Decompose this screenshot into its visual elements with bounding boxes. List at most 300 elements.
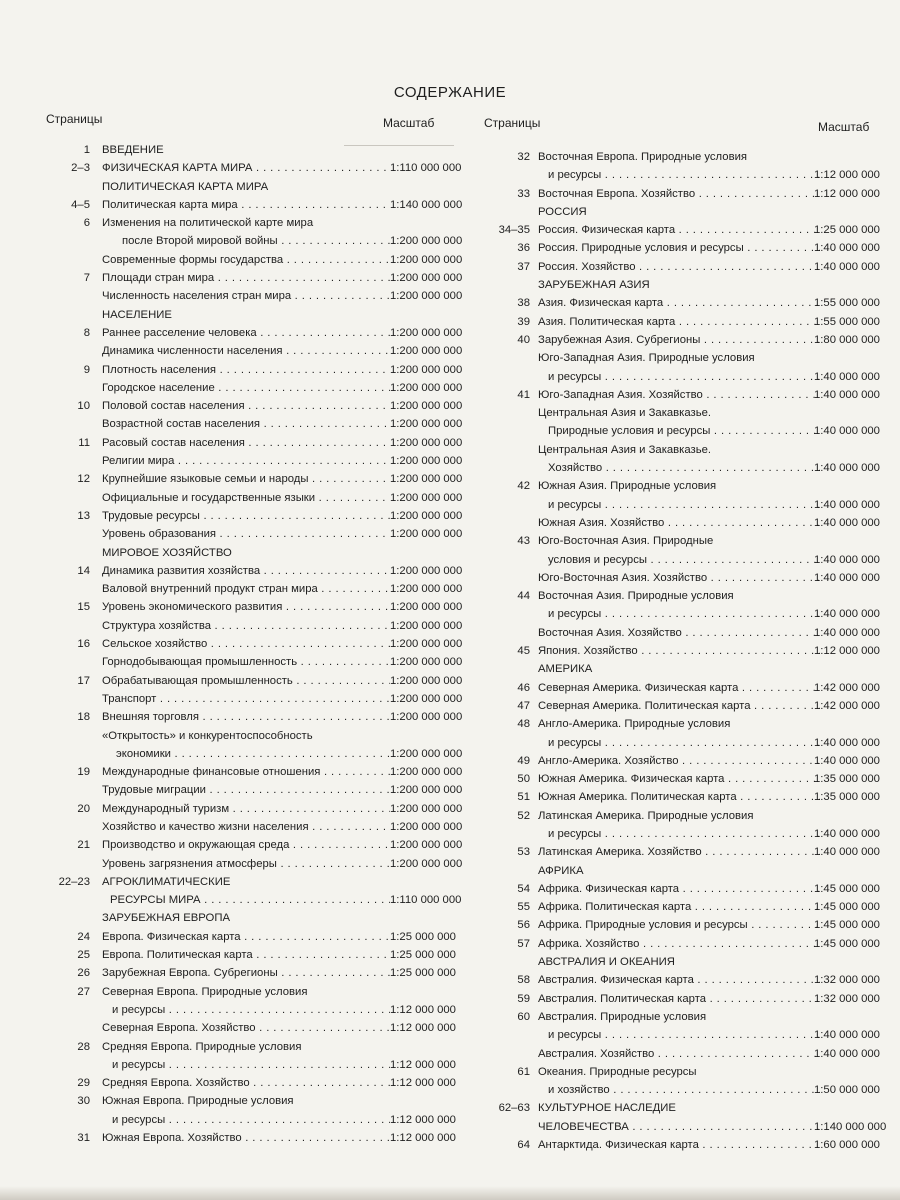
toc-entry <box>490 239 900 257</box>
toc-entry-title: и ресурсы . . . <box>538 734 820 752</box>
toc-map-scale: 1:40 000 000 <box>814 425 880 438</box>
toc-page-number: 64 <box>517 1139 530 1152</box>
toc-entry <box>50 635 470 653</box>
toc-entry-title: Средняя Европа. Хозяйство . . . <box>102 1074 390 1092</box>
toc-entry <box>490 203 900 221</box>
toc-map-scale: 1:45 000 000 <box>814 937 880 950</box>
toc-page-number: 18 <box>77 711 90 724</box>
toc-map-scale: 1:200 000 000 <box>390 692 463 705</box>
toc-map-scale: 1:200 000 000 <box>390 601 463 614</box>
toc-map-scale: 1:200 000 000 <box>390 363 463 376</box>
toc-entry-title: Северная Европа. Природные условия <box>102 985 308 998</box>
toc-map-scale: 1:200 000 000 <box>390 711 463 724</box>
toc-entry-title: Северная Европа. Хозяйство . . . <box>102 1019 390 1037</box>
toc-entry <box>50 507 470 525</box>
toc-entry <box>490 404 900 422</box>
toc-entry <box>50 489 470 507</box>
toc-entry <box>490 587 900 605</box>
toc-page-number: 48 <box>517 718 530 731</box>
toc-page-number: 13 <box>77 509 90 522</box>
toc-entry-title: Транспорт . . . <box>102 690 390 708</box>
toc-map-scale: 1:200 000 000 <box>390 674 463 687</box>
toc-entry-title: Политическая карта мира . . . <box>102 196 390 214</box>
toc-map-scale: 1:200 000 000 <box>390 619 463 632</box>
toc-entry-title: Сельское хозяйство . . . <box>102 635 390 653</box>
toc-entry-title: Хозяйство и качество жизни населения . . . <box>102 818 390 836</box>
toc-page-number: 55 <box>517 901 530 914</box>
toc-page-number: 6 <box>83 217 90 230</box>
toc-entry <box>490 679 900 697</box>
toc-entry-title: Океания. Природные ресурсы <box>538 1065 697 1078</box>
toc-map-scale: 1:200 000 000 <box>390 784 463 797</box>
toc-entry <box>490 496 900 514</box>
toc-page-number: 19 <box>77 766 90 779</box>
toc-entry <box>50 178 470 196</box>
toc-page-number: 29 <box>77 1077 90 1090</box>
toc-entry <box>490 880 900 898</box>
toc-left-column <box>50 141 470 1147</box>
toc-entry-title: Плотность населения . . . <box>102 361 390 379</box>
toc-entry <box>490 990 900 1008</box>
toc-map-scale: 1:35 000 000 <box>814 773 880 786</box>
toc-entry-title: РОССИЯ <box>538 205 587 218</box>
toc-entry-title: Африка. Политическая карта . . . <box>538 898 820 916</box>
toc-map-scale: 1:40 000 000 <box>814 498 880 511</box>
toc-entry-title: Россия. Хозяйство . . . <box>538 258 820 276</box>
toc-map-scale: 1:50 000 000 <box>814 1084 880 1097</box>
toc-entry <box>50 836 470 854</box>
toc-entry-title: Англо-Америка. Природные условия <box>538 718 731 731</box>
toc-entry-title: после Второй мировой войны . . . <box>102 232 390 250</box>
toc-page-number: 14 <box>77 564 90 577</box>
toc-page-number: 17 <box>77 674 90 687</box>
toc-entry <box>50 379 470 397</box>
toc-entry-title: условия и ресурсы . . . <box>538 551 820 569</box>
toc-map-scale: 1:40 000 000 <box>814 827 880 840</box>
toc-entry-title: ЧЕЛОВЕЧЕСТВА . . . <box>538 1118 820 1136</box>
toc-page-number: 58 <box>517 974 530 987</box>
toc-entry <box>50 745 470 763</box>
toc-entry-title: и хозяйство . . . <box>538 1081 820 1099</box>
toc-entry-title: Юго-Восточная Азия. Природные <box>538 535 714 548</box>
toc-entry-title: и ресурсы . . . <box>102 1056 390 1074</box>
toc-entry <box>50 269 470 287</box>
toc-entry <box>490 1081 900 1099</box>
toc-entry <box>490 807 900 825</box>
scale-header-left: Масштаб <box>383 116 435 130</box>
pages-header-left: Страницы <box>46 112 103 126</box>
toc-entry <box>490 935 900 953</box>
toc-entry <box>490 898 900 916</box>
toc-map-scale: 1:45 000 000 <box>814 901 880 914</box>
toc-map-scale: 1:200 000 000 <box>390 766 463 779</box>
toc-entry <box>50 361 470 379</box>
toc-map-scale: 1:32 000 000 <box>814 974 880 987</box>
toc-map-scale: 1:12 000 000 <box>390 1113 456 1126</box>
toc-page-number: 43 <box>517 535 530 548</box>
toc-entry-title: Возрастной состав населения . . . <box>102 415 390 433</box>
toc-entry <box>490 916 900 934</box>
toc-entry <box>50 196 470 214</box>
toc-entry <box>50 544 470 562</box>
toc-entry <box>50 727 470 745</box>
toc-page-number: 15 <box>77 601 90 614</box>
toc-page-number: 32 <box>517 151 530 163</box>
toc-page-number: 61 <box>517 1065 530 1078</box>
toc-entry-title: Трудовые ресурсы . . . <box>102 507 390 525</box>
toc-entry <box>50 891 470 909</box>
toc-map-scale: 1:45 000 000 <box>814 919 880 932</box>
toc-entry <box>490 441 900 459</box>
toc-entry-title: Расовый состав населения . . . <box>102 434 390 452</box>
toc-entry <box>50 562 470 580</box>
toc-page-number: 44 <box>517 590 530 603</box>
toc-entry-title: Европа. Политическая карта . . . <box>102 946 390 964</box>
toc-entry-title: Антарктида. Физическая карта . . . <box>538 1136 820 1154</box>
toc-page-number: 4–5 <box>71 198 90 211</box>
toc-entry <box>50 1019 470 1037</box>
toc-entry-title: Австралия. Природные условия <box>538 1010 707 1023</box>
toc-entry <box>50 1111 470 1129</box>
toc-entry-title: Площади стран мира . . . <box>102 269 390 287</box>
toc-page-number: 42 <box>517 480 530 493</box>
toc-entry-title: Половой состав населения . . . <box>102 397 390 415</box>
toc-entry-title: НАСЕЛЕНИЕ <box>102 308 172 321</box>
toc-map-scale: 1:200 000 000 <box>390 326 463 339</box>
toc-entry-title: Численность населения стран мира . . . <box>102 287 390 305</box>
toc-entry <box>50 434 470 452</box>
toc-page-number: 49 <box>517 754 530 767</box>
toc-page-number: 46 <box>517 681 530 694</box>
toc-entry-title: Восточная Азия. Хозяйство . . . <box>538 624 820 642</box>
toc-map-scale: 1:25 000 000 <box>390 949 456 962</box>
toc-entry-title: Центральная Азия и Закавказье. <box>538 407 712 420</box>
scale-header-right: Масштаб <box>818 120 870 134</box>
toc-map-scale: 1:80 000 000 <box>814 333 880 346</box>
toc-page-number: 39 <box>517 315 530 328</box>
toc-map-scale: 1:140 000 000 <box>390 198 463 211</box>
toc-page-number: 25 <box>77 949 90 962</box>
toc-entry-title: Международные финансовые отношения . . . <box>102 763 390 781</box>
toc-entry-title: и ресурсы . . . <box>538 166 820 184</box>
toc-entry-title: Южная Европа. Природные условия <box>102 1095 294 1108</box>
toc-entry-title: Уровень образования . . . <box>102 525 390 543</box>
toc-entry-title: МИРОВОЕ ХОЗЯЙСТВО <box>102 546 232 559</box>
toc-entry-title: и ресурсы . . . <box>538 605 820 623</box>
toc-entry <box>490 258 900 276</box>
toc-entry <box>50 800 470 818</box>
toc-entry-title: Азия. Политическая карта . . . <box>538 313 820 331</box>
toc-map-scale: 1:40 000 000 <box>814 754 880 767</box>
toc-map-scale: 1:200 000 000 <box>390 491 463 504</box>
toc-entry <box>50 983 470 1001</box>
toc-map-scale: 1:200 000 000 <box>390 290 463 303</box>
toc-map-scale: 1:55 000 000 <box>814 315 880 328</box>
toc-entry-title: Природные условия и ресурсы . . . <box>538 422 820 440</box>
toc-entry <box>50 1074 470 1092</box>
scan-edge <box>0 1186 900 1200</box>
toc-entry-title: Южная Азия. Хозяйство . . . <box>538 514 820 532</box>
toc-entry <box>50 1092 470 1110</box>
toc-entry <box>50 415 470 433</box>
toc-entry <box>490 624 900 642</box>
toc-map-scale: 1:40 000 000 <box>814 1029 880 1042</box>
toc-entry-title: Валовой внутренний продукт стран мира . . . <box>102 580 390 598</box>
toc-entry-title: Юго-Восточная Азия. Хозяйство . . . <box>538 569 820 587</box>
toc-entry-title: Южная Азия. Природные условия <box>538 480 717 493</box>
toc-entry <box>50 672 470 690</box>
toc-entry-title: Хозяйство . . . <box>538 459 820 477</box>
page-title: СОДЕРЖАНИЕ <box>393 84 507 101</box>
toc-page-number: 62–63 <box>498 1102 530 1115</box>
toc-page-number: 1 <box>83 144 90 156</box>
toc-page-number: 50 <box>517 773 530 786</box>
toc-entry-title: Современные формы государства . . . <box>102 251 390 269</box>
toc-entry-title: Раннее расселение человека . . . <box>102 324 390 342</box>
pages-header-right: Страницы <box>484 116 541 130</box>
toc-entry-title: Австралия. Политическая карта . . . <box>538 990 820 1008</box>
toc-entry <box>490 148 900 166</box>
toc-entry <box>490 1045 900 1063</box>
toc-entry-title: Официальные и государственные языки . . . <box>102 489 390 507</box>
toc-entry <box>490 514 900 532</box>
toc-entry-title: Изменения на политической карте мира <box>102 217 314 230</box>
toc-page-number: 16 <box>77 638 90 651</box>
toc-page-number: 45 <box>517 645 530 658</box>
toc-entry-title: ЗАРУБЕЖНАЯ ЕВРОПА <box>102 912 230 925</box>
toc-entry <box>490 294 900 312</box>
toc-page-number: 59 <box>517 992 530 1005</box>
toc-page-number: 21 <box>77 839 90 852</box>
toc-entry-title: Уровень загрязнения атмосферы . . . <box>102 855 390 873</box>
toc-map-scale: 1:55 000 000 <box>814 297 880 310</box>
toc-page-number: 26 <box>77 967 90 980</box>
toc-map-scale: 1:25 000 000 <box>390 930 456 943</box>
toc-entry-title: Африка. Природные условия и ресурсы . . . <box>538 916 820 934</box>
toc-map-scale: 1:110 000 000 <box>390 162 462 175</box>
toc-entry-title: Южная Европа. Хозяйство . . . <box>102 1129 390 1147</box>
toc-entry-title: Африка. Физическая карта . . . <box>538 880 820 898</box>
toc-map-scale: 1:200 000 000 <box>390 455 463 468</box>
toc-map-scale: 1:12 000 000 <box>814 645 880 658</box>
toc-map-scale: 1:110 000 000 <box>390 894 462 907</box>
toc-map-scale: 1:12 000 000 <box>390 1022 456 1035</box>
toc-entry <box>490 459 900 477</box>
toc-page-number: 24 <box>77 930 90 943</box>
toc-page-number: 2–3 <box>71 162 90 175</box>
toc-entry-title: Юго-Западная Азия. Природные условия <box>538 352 755 365</box>
toc-entry <box>50 708 470 726</box>
toc-page-number: 33 <box>517 187 530 200</box>
toc-entry-title: Уровень экономического развития . . . <box>102 598 390 616</box>
toc-map-scale: 1:40 000 000 <box>814 516 880 529</box>
toc-map-scale: 1:200 000 000 <box>390 802 463 815</box>
toc-entry <box>50 1056 470 1074</box>
toc-page-number: 20 <box>77 802 90 815</box>
toc-entry-title: Динамика численности населения . . . <box>102 342 390 360</box>
toc-page-number: 11 <box>78 436 90 449</box>
toc-entry <box>50 873 470 891</box>
toc-entry-title: экономики . . . <box>102 745 390 763</box>
toc-page-number: 52 <box>517 809 530 822</box>
toc-entry-title: Восточная Азия. Природные условия <box>538 590 734 603</box>
toc-entry <box>50 251 470 269</box>
toc-entry <box>490 1136 900 1154</box>
toc-entry <box>490 185 900 203</box>
toc-map-scale: 1:200 000 000 <box>390 839 463 852</box>
toc-map-scale: 1:200 000 000 <box>390 857 463 870</box>
toc-entry <box>50 946 470 964</box>
toc-entry <box>490 862 900 880</box>
toc-entry <box>490 1026 900 1044</box>
toc-entry-title: и ресурсы . . . <box>538 825 820 843</box>
toc-page-number: 7 <box>83 272 90 285</box>
toc-entry-title: КУЛЬТУРНОЕ НАСЛЕДИЕ <box>538 1102 676 1115</box>
toc-map-scale: 1:200 000 000 <box>390 400 463 413</box>
toc-entry-title: Производство и окружающая среда . . . <box>102 836 390 854</box>
toc-entry-title: РЕСУРСЫ МИРА . . . <box>102 891 390 909</box>
toc-page-number: 8 <box>83 326 90 339</box>
toc-map-scale: 1:200 000 000 <box>390 381 463 394</box>
toc-page-number: 60 <box>517 1010 530 1023</box>
toc-page-number: 38 <box>517 297 530 310</box>
toc-entry <box>490 313 900 331</box>
toc-map-scale: 1:200 000 000 <box>390 235 463 248</box>
toc-entry-title: Зарубежная Европа. Субрегионы . . . <box>102 964 390 982</box>
toc-page-number: 22–23 <box>58 875 90 888</box>
toc-entry-title: Международный туризм . . . <box>102 800 390 818</box>
toc-page-number: 28 <box>77 1040 90 1053</box>
toc-entry-title: Горнодобывающая промышленность . . . <box>102 653 390 671</box>
toc-page-number: 27 <box>77 985 90 998</box>
toc-page-number: 12 <box>77 473 90 486</box>
toc-map-scale: 1:140 000 000 <box>814 1120 887 1133</box>
toc-entry <box>50 653 470 671</box>
toc-entry-title: и ресурсы . . . <box>538 368 820 386</box>
toc-entry <box>490 569 900 587</box>
toc-entry-title: и ресурсы . . . <box>102 1111 390 1129</box>
toc-entry <box>490 386 900 404</box>
toc-map-scale: 1:200 000 000 <box>390 656 463 669</box>
toc-map-scale: 1:200 000 000 <box>390 436 463 449</box>
toc-entry <box>50 909 470 927</box>
toc-entry <box>50 452 470 470</box>
toc-entry-title: Трудовые миграции . . . <box>102 781 390 799</box>
toc-entry <box>490 971 900 989</box>
toc-entry <box>490 1063 900 1081</box>
toc-entry-title: Япония. Хозяйство . . . <box>538 642 820 660</box>
toc-map-scale: 1:40 000 000 <box>814 846 880 859</box>
toc-map-scale: 1:12 000 000 <box>390 1077 456 1090</box>
toc-page-number: 53 <box>517 846 530 859</box>
toc-entry <box>490 1118 900 1136</box>
toc-entry <box>490 788 900 806</box>
toc-map-scale: 1:200 000 000 <box>390 564 463 577</box>
toc-entry <box>50 690 470 708</box>
toc-entry <box>490 843 900 861</box>
toc-entry <box>490 1099 900 1117</box>
toc-map-scale: 1:200 000 000 <box>390 418 463 431</box>
toc-page-number: 10 <box>77 400 90 413</box>
toc-map-scale: 1:200 000 000 <box>390 509 463 522</box>
toc-map-scale: 1:35 000 000 <box>814 791 880 804</box>
toc-entry <box>50 470 470 488</box>
toc-entry-title: АФРИКА <box>538 864 584 877</box>
toc-entry-title: Южная Америка. Физическая карта . . . <box>538 770 820 788</box>
toc-entry <box>50 928 470 946</box>
toc-page-number: 9 <box>83 363 90 376</box>
toc-entry <box>490 642 900 660</box>
toc-entry-title: АГРОКЛИМАТИЧЕСКИЕ <box>102 875 231 888</box>
toc-entry <box>50 781 470 799</box>
toc-map-scale: 1:40 000 000 <box>814 571 880 584</box>
toc-entry <box>50 342 470 360</box>
toc-entry-title: Россия. Физическая карта . . . <box>538 221 820 239</box>
toc-entry <box>490 605 900 623</box>
toc-entry <box>50 324 470 342</box>
toc-entry <box>50 1038 470 1056</box>
toc-page-number: 36 <box>517 242 530 255</box>
toc-entry <box>490 953 900 971</box>
toc-entry-title: Россия. Природные условия и ресурсы . . . <box>538 239 820 257</box>
toc-entry-title: Африка. Хозяйство . . . <box>538 935 820 953</box>
toc-map-scale: 1:60 000 000 <box>814 1139 880 1152</box>
toc-map-scale: 1:200 000 000 <box>390 528 463 541</box>
toc-map-scale: 1:40 000 000 <box>814 1047 880 1060</box>
toc-map-scale: 1:25 000 000 <box>390 967 456 980</box>
toc-entry <box>50 525 470 543</box>
toc-entry-title: Центральная Азия и Закавказье. <box>538 443 712 456</box>
toc-map-scale: 1:40 000 000 <box>814 242 880 255</box>
toc-map-scale: 1:25 000 000 <box>814 224 880 237</box>
toc-entry <box>50 214 470 232</box>
toc-entry-title: Англо-Америка. Хозяйство . . . <box>538 752 820 770</box>
toc-entry-title: Азия. Физическая карта . . . <box>538 294 820 312</box>
toc-map-scale: 1:12 000 000 <box>814 169 880 182</box>
toc-entry-title: Латинская Америка. Природные условия <box>538 809 754 822</box>
toc-map-scale: 1:42 000 000 <box>814 681 880 694</box>
toc-entry-title: ВВЕДЕНИЕ <box>102 144 164 156</box>
toc-entry-title: Религии мира . . . <box>102 452 390 470</box>
toc-map-scale: 1:32 000 000 <box>814 992 880 1005</box>
toc-map-scale: 1:12 000 000 <box>814 187 880 200</box>
toc-entry <box>50 1129 470 1147</box>
toc-entry-title: Северная Америка. Физическая карта . . . <box>538 679 820 697</box>
toc-entry <box>50 1001 470 1019</box>
toc-entry-title: Европа. Физическая карта . . . <box>102 928 390 946</box>
toc-entry-title: ПОЛИТИЧЕСКАЯ КАРТА МИРА <box>102 180 269 193</box>
toc-entry-title: Восточная Европа. Природные условия <box>538 151 747 163</box>
toc-entry-title: Юго-Западная Азия. Хозяйство . . . <box>538 386 820 404</box>
toc-entry-title: ЗАРУБЕЖНАЯ АЗИЯ <box>538 279 650 292</box>
toc-page-number: 54 <box>517 882 530 895</box>
toc-map-scale: 1:200 000 000 <box>390 473 463 486</box>
toc-entry <box>490 825 900 843</box>
toc-entry-title: Зарубежная Азия. Субрегионы . . . <box>538 331 820 349</box>
toc-entry <box>490 166 900 184</box>
toc-entry-title: «Открытость» и конкурентоспособность <box>102 729 313 742</box>
toc-map-scale: 1:40 000 000 <box>814 736 880 749</box>
toc-map-scale: 1:12 000 000 <box>390 1003 456 1016</box>
toc-page-number: 57 <box>517 937 530 950</box>
toc-entry <box>490 734 900 752</box>
toc-entry-title: АВСТРАЛИЯ И ОКЕАНИЯ <box>538 956 675 969</box>
toc-entry <box>490 276 900 294</box>
toc-entry-title: Крупнейшие языковые семьи и народы . . . <box>102 470 390 488</box>
toc-entry <box>490 477 900 495</box>
toc-entry <box>490 349 900 367</box>
toc-entry <box>490 770 900 788</box>
